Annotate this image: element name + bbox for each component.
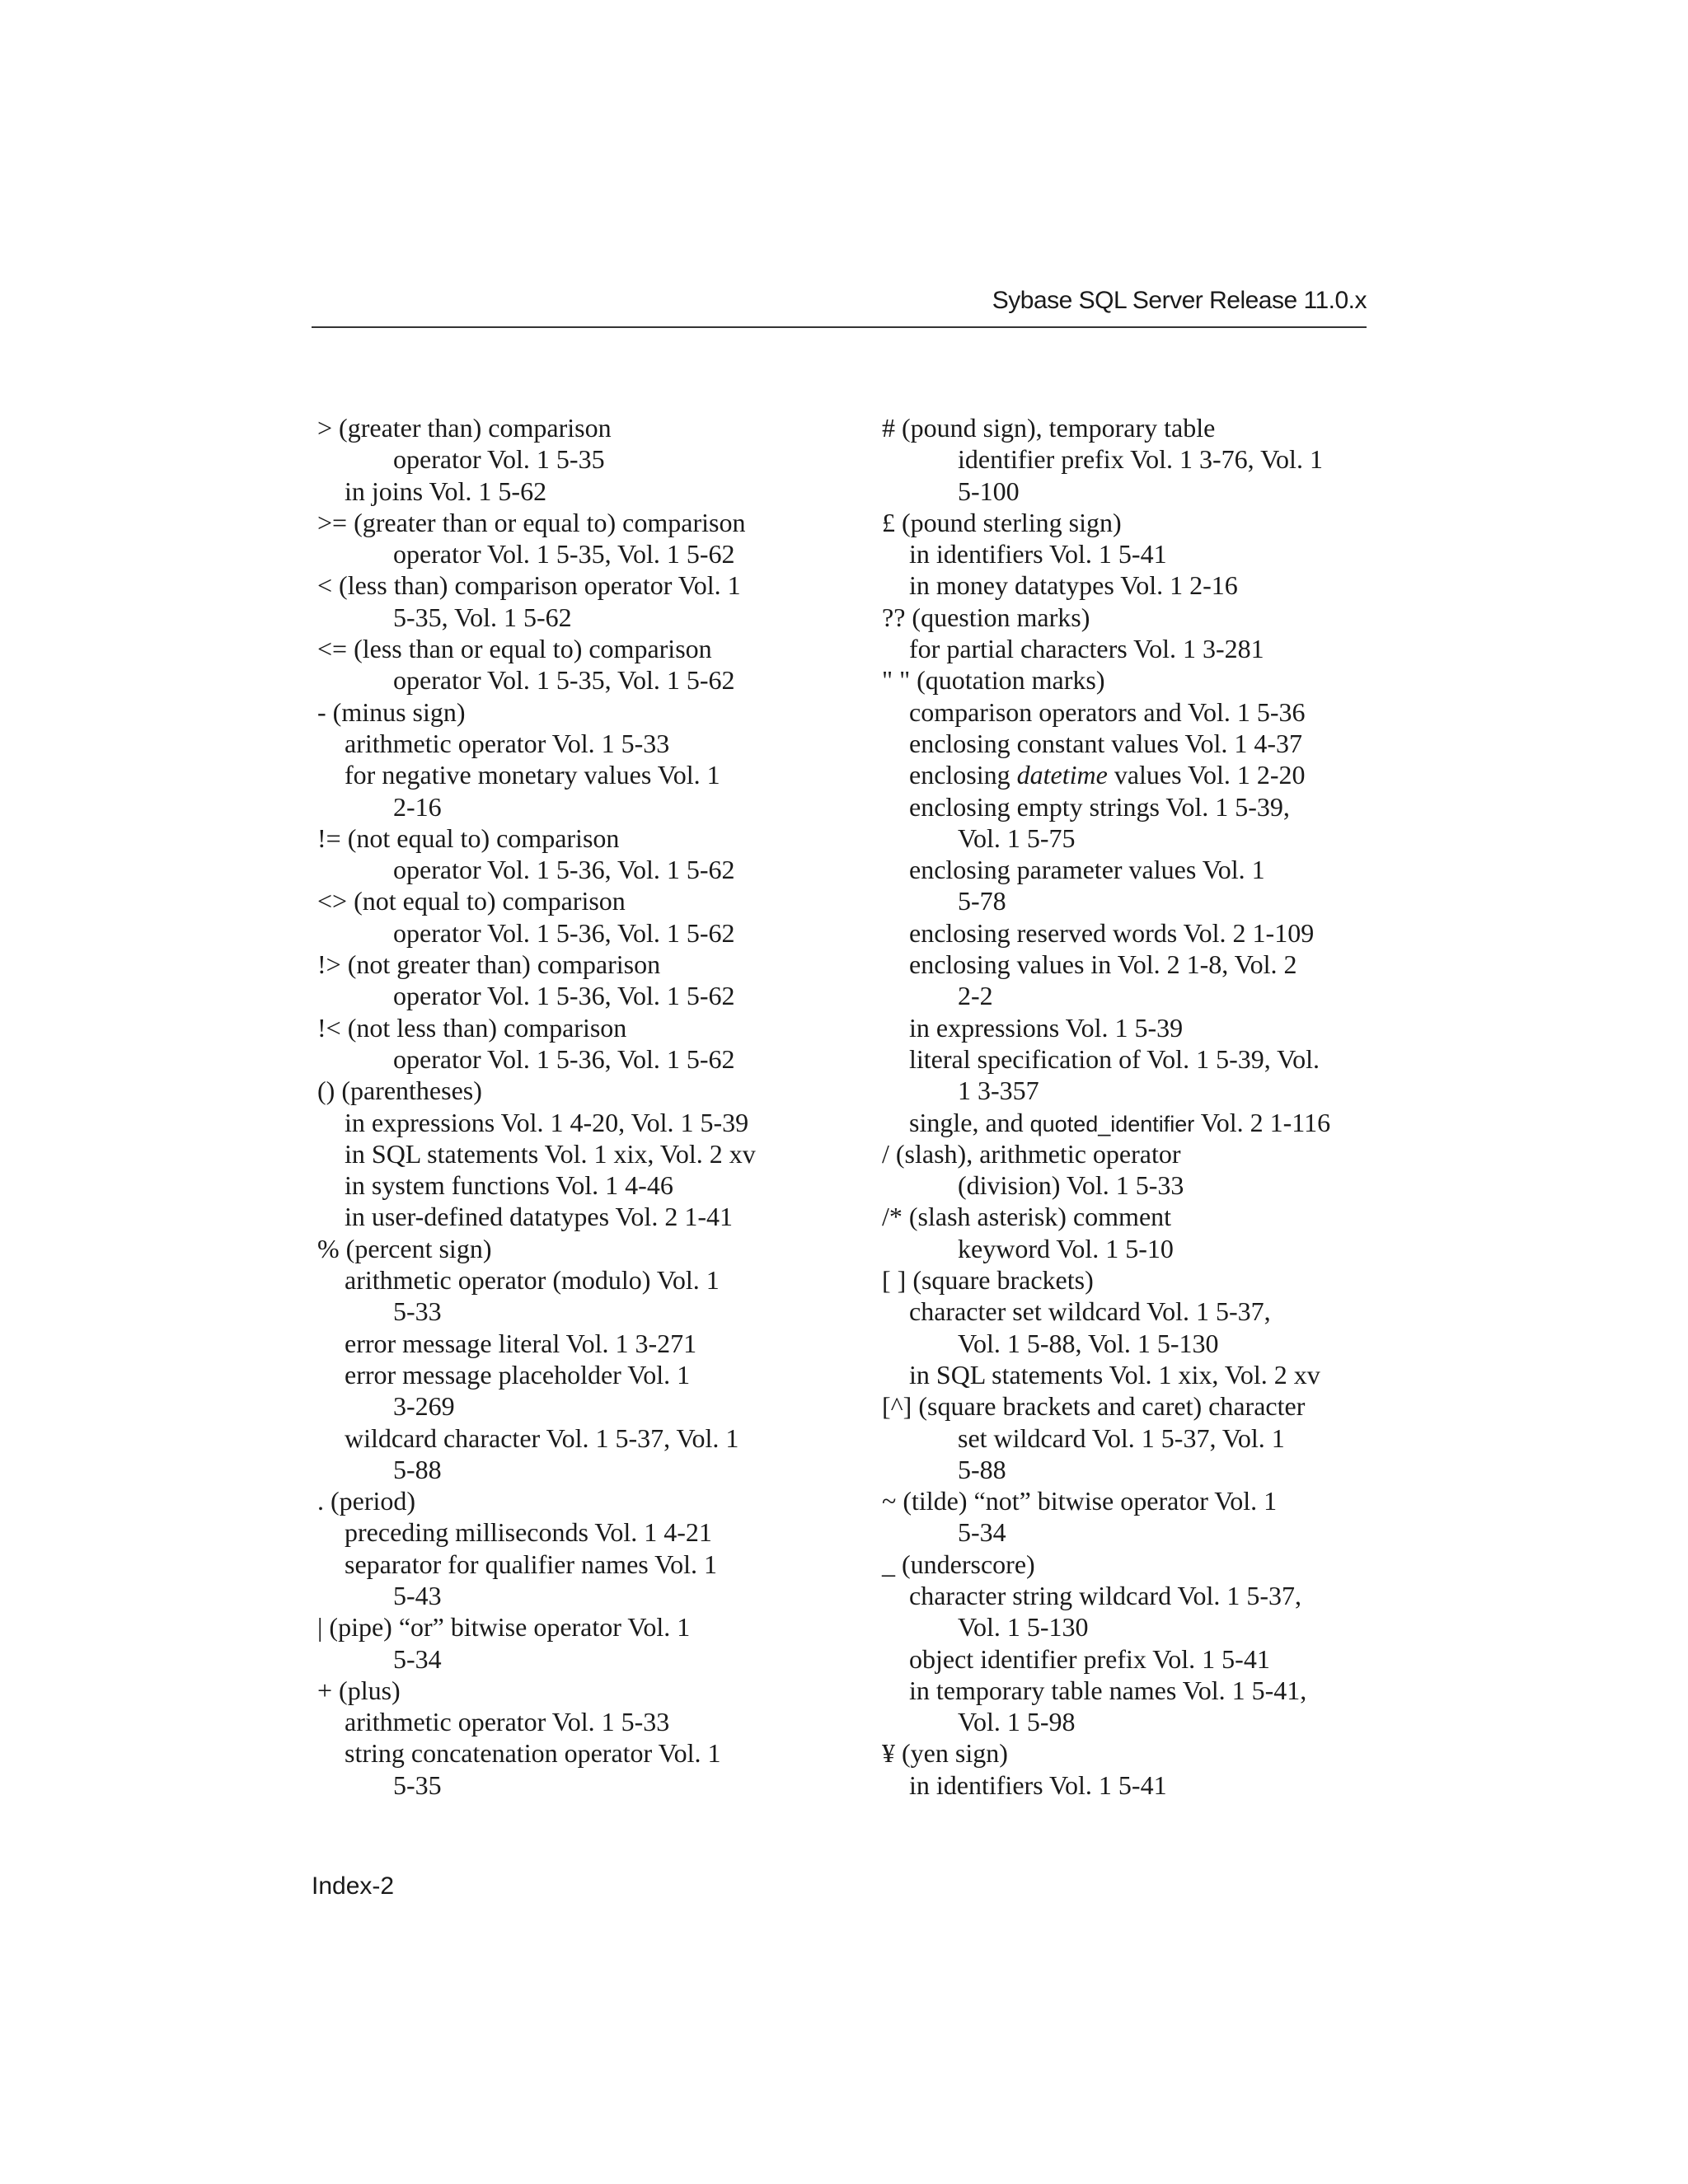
entry-text: in system functions Vol. 1 4-46: [345, 1170, 673, 1201]
entry-text: for negative monetary values Vol. 1: [345, 760, 720, 790]
entry-text: enclosing constant values Vol. 1 4-37: [909, 728, 1302, 758]
index-subentry: [317, 791, 820, 823]
index-subentry: [882, 1611, 1393, 1643]
index-subentry: [882, 1296, 1393, 1327]
entry-text: 1 3-357: [958, 1076, 1039, 1106]
entry-text: set wildcard Vol. 1 5-37, Vol. 1: [958, 1422, 1285, 1453]
entry-text: (division) Vol. 1 5-33: [958, 1170, 1184, 1201]
index-entry: [882, 1264, 1393, 1296]
index-entry: [317, 1012, 820, 1043]
index-subentry: [882, 633, 1393, 664]
index-subentry: [882, 443, 1393, 475]
index-subentry: [882, 1580, 1393, 1611]
entry-text: keyword Vol. 1 5-10: [958, 1233, 1174, 1263]
entry-text: 5-34: [958, 1517, 1006, 1548]
index-subentry: [317, 1737, 820, 1769]
index-subentry: [882, 1169, 1393, 1201]
index-subentry: [882, 1454, 1393, 1485]
entry-text: arithmetic operator Vol. 1 5-33: [345, 1707, 670, 1737]
index-subentry: [317, 1328, 820, 1359]
page-number: Index-2: [312, 1872, 395, 1900]
entry-text: - (minus sign): [317, 696, 466, 727]
entry-text: 5-35, Vol. 1 5-62: [393, 602, 572, 632]
index-subentry: [882, 1359, 1393, 1390]
index-entry: [882, 1549, 1393, 1580]
index-subentry: [882, 1675, 1393, 1706]
index-entry: [317, 1675, 820, 1706]
index-subentry: [882, 1043, 1393, 1075]
entry-text: operator Vol. 1 5-36, Vol. 1 5-62: [393, 1043, 735, 1074]
running-header: Sybase SQL Server Release 11.0.x: [992, 287, 1367, 314]
entry-text: single, and: [909, 1107, 1030, 1137]
entry-text: <= (less than or equal to) comparison: [317, 634, 712, 664]
index-subentry: [882, 1769, 1393, 1801]
index-subentry: [882, 791, 1393, 823]
index-subentry: [882, 538, 1393, 569]
index-entry: [317, 412, 820, 443]
entry-text: operator Vol. 1 5-35, Vol. 1 5-62: [393, 665, 735, 696]
index-subentry: [317, 664, 820, 696]
entry-text: ~ (tilde) “not” bitwise operator Vol. 1: [882, 1486, 1278, 1516]
index-subentry: [317, 854, 820, 885]
index-subentry: [317, 1043, 820, 1075]
entry-text: ?? (question marks): [882, 602, 1090, 632]
index-subentry: [882, 885, 1393, 916]
entry-text: literal specification of Vol. 1 5-39, Vol.: [909, 1043, 1320, 1074]
entry-text: in identifiers Vol. 1 5-41: [909, 1769, 1167, 1800]
entry-text: . (period): [317, 1486, 416, 1516]
index-subentry: [317, 1454, 820, 1485]
entry-text: 5-34: [393, 1643, 442, 1674]
entry-text: Vol. 1 5-130: [958, 1612, 1089, 1643]
entry-text: in SQL statements Vol. 1 xix, Vol. 2 xv: [909, 1359, 1320, 1390]
entry-text: in joins Vol. 1 5-62: [345, 476, 547, 506]
entry-text: identifier prefix Vol. 1 3-76, Vol. 1: [958, 444, 1323, 475]
index-subentry: [317, 1422, 820, 1454]
index-entry: [882, 664, 1393, 696]
entry-text: | (pipe) “or” bitwise operator Vol. 1: [317, 1612, 691, 1643]
index-subentry: [317, 443, 820, 475]
index-subentry: [882, 949, 1393, 980]
index-subentry: [317, 1107, 820, 1138]
index-entry: [317, 507, 820, 538]
entry-text: 5-33: [393, 1296, 442, 1327]
entry-text: enclosing: [909, 760, 1017, 790]
entry-code-term: quoted_identifier: [1029, 1111, 1195, 1137]
entry-text: operator Vol. 1 5-35, Vol. 1 5-62: [393, 539, 735, 569]
entry-text: 3-269: [393, 1391, 455, 1422]
index-subentry: [882, 1643, 1393, 1675]
index-entry: [882, 1390, 1393, 1422]
entry-text: enclosing reserved words Vol. 2 1-109: [909, 917, 1315, 948]
entry-text: preceding milliseconds Vol. 1 4-21: [345, 1517, 712, 1548]
index-subentry: [882, 854, 1393, 885]
entry-text: values Vol. 1 2-20: [1107, 760, 1306, 790]
index-entry: [882, 1201, 1393, 1232]
entry-text: comparison operators and Vol. 1 5-36: [909, 696, 1306, 727]
index-entry: [882, 1485, 1393, 1516]
entry-text: 5-78: [958, 886, 1006, 916]
entry-text: arithmetic operator (modulo) Vol. 1: [345, 1265, 720, 1296]
index-subentry: [882, 476, 1393, 507]
entry-text: enclosing values in Vol. 2 1-8, Vol. 2: [909, 949, 1297, 980]
index-entry: [317, 1233, 820, 1264]
entry-text: < (less than) comparison operator Vol. 1: [317, 570, 741, 601]
entry-text: Vol. 1 5-88, Vol. 1 5-130: [958, 1328, 1219, 1358]
index-subentry: [882, 696, 1393, 728]
entry-text: object identifier prefix Vol. 1 5-41: [909, 1643, 1270, 1674]
entry-text: character string wildcard Vol. 1 5-37,: [909, 1580, 1302, 1610]
entry-text: <> (not equal to) comparison: [317, 886, 626, 916]
entry-text: character set wildcard Vol. 1 5-37,: [909, 1296, 1271, 1327]
index-entry: [317, 823, 820, 854]
index-subentry: [882, 823, 1393, 854]
index-entry: [882, 507, 1393, 538]
index-subentry: [317, 1359, 820, 1390]
entry-text: in expressions Vol. 1 4-20, Vol. 1 5-39: [345, 1107, 749, 1137]
index-subentry: [882, 1233, 1393, 1264]
entry-text: % (percent sign): [317, 1233, 492, 1263]
entry-text: 2-2: [958, 981, 993, 1011]
index-subentry: [882, 1107, 1393, 1138]
index-subentry: [317, 1264, 820, 1296]
entry-italic-term: datetime: [1016, 760, 1108, 790]
entry-text: 5-35: [393, 1769, 442, 1800]
index-entry: [317, 885, 820, 916]
entry-text: operator Vol. 1 5-36, Vol. 1 5-62: [393, 917, 735, 948]
index-subentry: [882, 1516, 1393, 1548]
entry-text: in SQL statements Vol. 1 xix, Vol. 2 xv: [345, 1138, 756, 1169]
entry-text: > (greater than) comparison: [317, 413, 612, 443]
index-subentry: [882, 1706, 1393, 1737]
index-subentry: [317, 1769, 820, 1801]
index-subentry: [317, 1169, 820, 1201]
index-subentry: [317, 476, 820, 507]
index-entry: [317, 569, 820, 601]
index-subentry: [317, 759, 820, 790]
entry-text: !> (not greater than) comparison: [317, 949, 661, 980]
entry-text: in temporary table names Vol. 1 5-41,: [909, 1675, 1307, 1705]
index-column-right: [882, 412, 1393, 1801]
index-subentry: [317, 917, 820, 949]
index-subentry: [317, 980, 820, 1011]
index-subentry: [317, 728, 820, 759]
entry-text: Vol. 1 5-75: [958, 823, 1076, 853]
entry-text: in expressions Vol. 1 5-39: [909, 1012, 1184, 1043]
index-subentry: [317, 602, 820, 633]
index-subentry: [882, 1012, 1393, 1043]
entry-text: arithmetic operator Vol. 1 5-33: [345, 728, 670, 758]
index-subentry: [317, 1390, 820, 1422]
entry-text: >= (greater than or equal to) comparison: [317, 507, 746, 537]
entry-text: string concatenation operator Vol. 1: [345, 1738, 721, 1769]
index-entry: [882, 602, 1393, 633]
index-subentry: [317, 538, 820, 569]
entry-text: ¥ (yen sign): [882, 1738, 1008, 1769]
index-column-left: [317, 412, 820, 1801]
index-subentry: [317, 1296, 820, 1327]
entry-text: + (plus): [317, 1675, 401, 1705]
entry-text: / (slash), arithmetic operator: [882, 1138, 1181, 1169]
entry-text: () (parentheses): [317, 1076, 482, 1106]
entry-text: 5-88: [393, 1454, 442, 1484]
index-entry: [882, 412, 1393, 443]
header-rule: [312, 326, 1367, 328]
entry-text: in identifiers Vol. 1 5-41: [909, 539, 1167, 569]
entry-text: # (pound sign), temporary table: [882, 413, 1216, 443]
entry-text: 5-88: [958, 1454, 1006, 1484]
index-entry: [317, 1075, 820, 1106]
entry-text: wildcard character Vol. 1 5-37, Vol. 1: [345, 1422, 739, 1453]
entry-text: _ (underscore): [882, 1549, 1035, 1579]
entry-text: £ (pound sterling sign): [882, 507, 1122, 537]
index-subentry: [882, 980, 1393, 1011]
index-subentry: [882, 759, 1393, 790]
index-subentry: [317, 1516, 820, 1548]
entry-text: /* (slash asterisk) comment: [882, 1202, 1172, 1232]
index-subentry: [882, 569, 1393, 601]
entry-text: operator Vol. 1 5-35: [393, 444, 605, 475]
index-subentry: [317, 1706, 820, 1737]
entry-text: error message placeholder Vol. 1: [345, 1359, 691, 1390]
index-subentry: [317, 1138, 820, 1169]
index-entry: [882, 1737, 1393, 1769]
entry-text: 5-43: [393, 1580, 442, 1610]
entry-text: enclosing parameter values Vol. 1: [909, 855, 1265, 885]
entry-text: separator for qualifier names Vol. 1: [345, 1549, 718, 1579]
entry-text: Vol. 1 5-98: [958, 1707, 1076, 1737]
entry-text: error message literal Vol. 1 3-271: [345, 1328, 697, 1358]
index-entry: [317, 1611, 820, 1643]
entry-text: in user-defined datatypes Vol. 2 1-41: [345, 1202, 733, 1232]
entry-text: Vol. 2 1-116: [1194, 1107, 1331, 1137]
index-entry: [317, 633, 820, 664]
index-subentry: [317, 1201, 820, 1232]
entry-text: != (not equal to) comparison: [317, 823, 620, 853]
entry-text: [^] (square brackets and caret) character: [882, 1391, 1306, 1422]
index-entry: [317, 696, 820, 728]
entry-text: " " (quotation marks): [882, 665, 1105, 696]
index-subentry: [882, 728, 1393, 759]
entry-text: operator Vol. 1 5-36, Vol. 1 5-62: [393, 855, 735, 885]
index-entry: [317, 949, 820, 980]
index-subentry: [317, 1549, 820, 1580]
entry-text: in money datatypes Vol. 1 2-16: [909, 570, 1238, 601]
entry-text: enclosing empty strings Vol. 1 5-39,: [909, 791, 1290, 822]
entry-text: 2-16: [393, 791, 442, 822]
entry-text: for partial characters Vol. 1 3-281: [909, 634, 1264, 664]
index-subentry: [882, 1075, 1393, 1106]
entry-text: !< (not less than) comparison: [317, 1012, 627, 1043]
index-entry: [317, 1485, 820, 1516]
entry-text: [ ] (square brackets): [882, 1265, 1094, 1296]
index-entry: [882, 1138, 1393, 1169]
index-subentry: [882, 917, 1393, 949]
index-subentry: [317, 1643, 820, 1675]
index-subentry: [882, 1328, 1393, 1359]
index-subentry: [317, 1580, 820, 1611]
index-subentry: [882, 1422, 1393, 1454]
entry-text: 5-100: [958, 476, 1020, 506]
entry-text: operator Vol. 1 5-36, Vol. 1 5-62: [393, 981, 735, 1011]
